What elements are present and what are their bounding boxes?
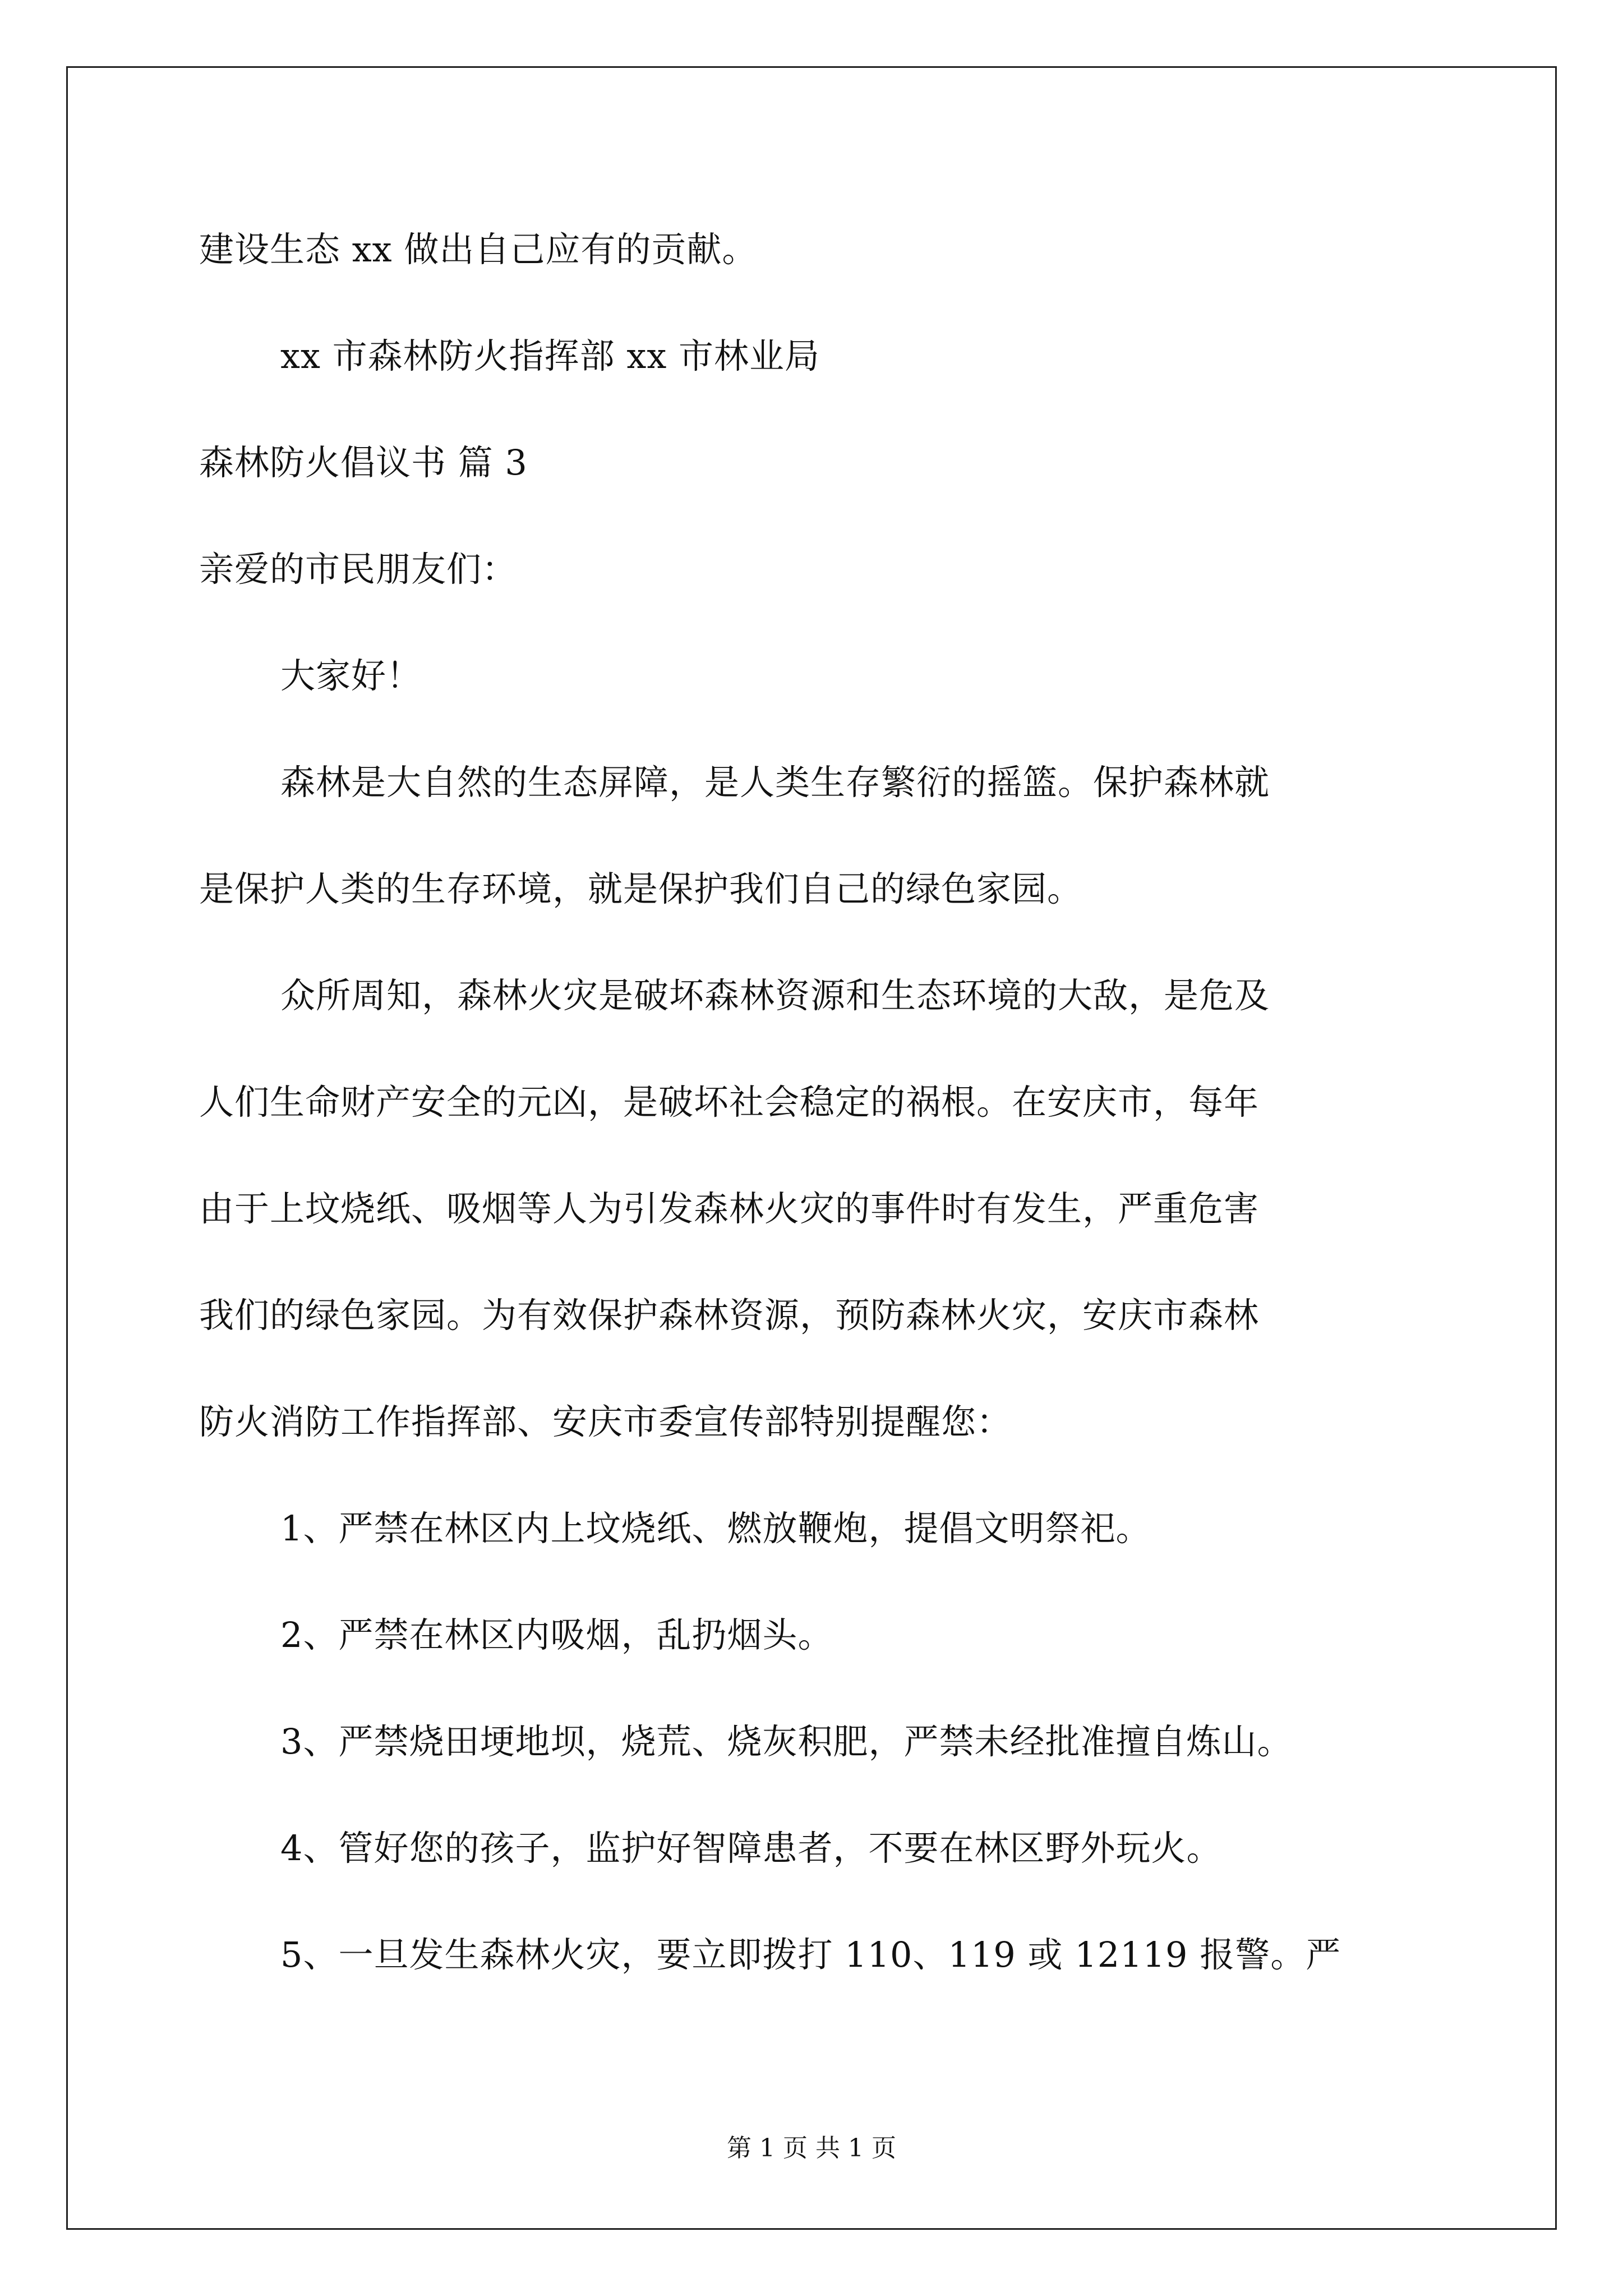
text-line: 人们生命财产安全的元凶，是破坏社会稳定的祸根。在安庆市，每年 (199, 1082, 1260, 1122)
list-item: 5、一旦发生森林火灾，要立即拨打 110、119 或 12119 报警。严 (280, 1934, 1341, 1975)
text-line: 由于上坟烧纸、吸烟等人为引发森林火灾的事件时有发生，严重危害 (199, 1188, 1260, 1229)
text-line: 森林是大自然的生态屏障，是人类生存繁衍的摇篮。保护森林就 (280, 762, 1270, 803)
greeting: 大家好！ (280, 655, 422, 696)
text-line: xx 市森林防火指挥部 xx 市林业局 (280, 335, 820, 376)
section-title: 森林防火倡议书 篇 3 (199, 442, 528, 483)
text-line: 众所周知，森林火灾是破坏森林资源和生态环境的大敌，是危及 (280, 975, 1270, 1016)
list-item: 2、严禁在林区内吸烟，乱扔烟头。 (280, 1614, 833, 1655)
salutation: 亲爱的市民朋友们： (199, 549, 518, 590)
page-number-footer: 第 1 页 共 1 页 (727, 2134, 896, 2162)
list-item: 1、严禁在林区内上坟烧纸、燃放鞭炮，提倡文明祭祀。 (280, 1508, 1151, 1549)
list-item: 3、严禁烧田埂地坝，烧荒、烧灰积肥，严禁未经批准擅自炼山。 (280, 1721, 1293, 1762)
text-line: 防火消防工作指挥部、安庆市委宣传部特别提醒您： (199, 1401, 1012, 1442)
text-line: 是保护人类的生存环境，就是保护我们自己的绿色家园。 (199, 868, 1083, 909)
list-item: 4、管好您的孩子，监护好智障患者，不要在林区野外玩火。 (280, 1828, 1222, 1869)
text-line: 我们的绿色家园。为有效保护森林资源，预防森林火灾，安庆市森林 (199, 1295, 1260, 1336)
text-line: 建设生态 xx 做出自己应有的贡献。 (199, 229, 758, 270)
page-border (66, 66, 1557, 2230)
